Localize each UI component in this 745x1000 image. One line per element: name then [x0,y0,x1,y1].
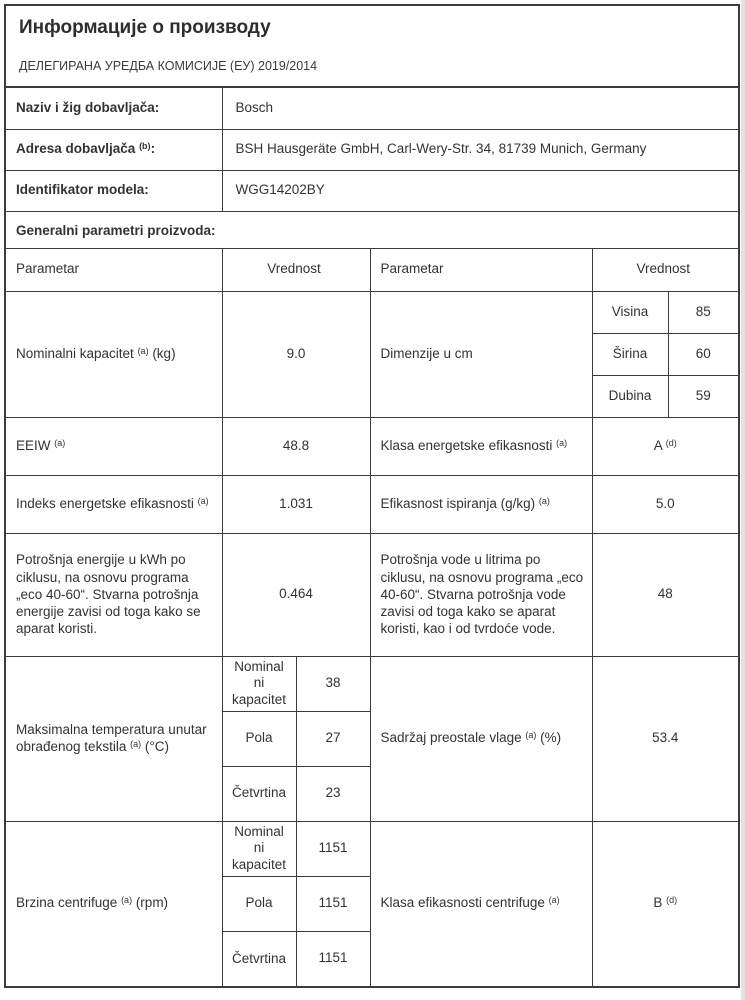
energy-consumption-value: 0.464 [222,533,370,656]
label-text: Adresa dobavljača [16,141,140,157]
spin-half-label: Pola [222,876,296,931]
max-temperature-label [6,656,222,821]
dimension-width-value: 60 [668,333,738,375]
column-header-vrednost-left: Vrednost [222,249,370,291]
spin-nominal-value: 1151 [296,821,370,876]
footnote-marker: (a) [137,345,149,356]
parameters-table [6,249,738,986]
dimension-width-label: Širina [592,333,668,375]
supplier-address-label [6,129,222,170]
column-header-parametar-left: Parametar [6,249,222,291]
spin-quarter-value: 1151 [296,931,370,986]
footnote-marker: (a) [556,437,568,448]
water-consumption-label: Potrošnja vode u litrima po ciklusu, na osnovu programa „eco 40-60“. Stvarna potrošnja vode zavisi od toga kako se aparat koristi, kao i od tvrdoće vode. [370,533,592,656]
product-information-document [4,4,740,988]
label-text: Sadržaj preostale vlage [380,730,526,746]
spin-half-value: 1151 [296,876,370,931]
nominal-capacity-label [6,291,222,417]
label-text: Efikasnost ispiranja (g/kg) [380,495,539,511]
label-text: : [150,141,156,157]
spin-nominal-label: Nominalni kapacitet [222,821,296,876]
model-identifier-value: WGG14202BY [222,170,738,211]
footnote-marker: (a) [525,730,537,741]
footnote-marker: (a) [54,437,66,448]
title-block [6,6,738,88]
nominal-capacity-value: 9.0 [222,291,370,417]
table-row [6,129,738,170]
temp-nominal-label: Nominalni kapacitet [222,656,296,711]
temp-half-label: Pola [222,711,296,766]
energy-efficiency-index-label [6,475,222,533]
temp-quarter-value: 23 [296,766,370,821]
footnote-marker: (d) [665,437,677,448]
table-row [6,170,738,211]
label-text: Maksimalna temperatura unutar obrađenog tekstila [16,721,207,754]
label-text: (kg) [148,345,176,361]
label-text: EEIW [16,437,55,453]
energy-efficiency-index-value: 1.031 [222,475,370,533]
supplier-name-value: Bosch [222,88,738,129]
table-row [6,417,738,475]
dimension-depth-label: Dubina [592,375,668,417]
supplier-address-value: BSH Hausgeräte GmbH, Carl-Wery-Str. 34, 81739 Munich, Germany [222,129,738,170]
label-text: Identifikator modela: [16,182,149,198]
column-header-parametar-right: Parametar [370,249,592,291]
energy-consumption-label: Potrošnja energije u kWh po ciklusu, na osnovu programa „eco 40-60“. Stvarna potrošnja energije zavisi od toga kako se aparat koristi. [6,533,222,656]
rinsing-effectiveness-label [370,475,592,533]
eeiw-value: 48.8 [222,417,370,475]
regulation-reference: ДЕЛЕГИРАНА УРЕДБА КОМИСИЈЕ (ЕУ) 2019/2014 [19,59,318,73]
supplier-name-label [6,88,222,129]
supplier-info-table [6,88,738,211]
label-text: (rpm) [132,895,169,911]
value-text: A [653,437,666,453]
spin-speed-label [6,821,222,986]
value-text: B [653,895,667,911]
eeiw-label [6,417,222,475]
dimension-depth-value: 59 [668,375,738,417]
residual-moisture-value: 53.4 [592,656,738,821]
footnote-marker: (a) [548,895,560,906]
section-header: Generalni parametri proizvoda: [6,211,738,249]
dimension-height-value: 85 [668,291,738,333]
footnote-marker: (a) [538,495,550,506]
label-text: Brzina centrifuge [16,895,122,911]
table-row [6,475,738,533]
spin-quarter-label: Četvrtina [222,931,296,986]
table-header-row [6,249,738,291]
energy-class-value [592,417,738,475]
dimensions-label: Dimenzije u cm [370,291,592,417]
footnote-marker: (a) [197,495,209,506]
table-row [6,88,738,129]
page-title: Информације о производу [19,17,271,38]
energy-class-label [370,417,592,475]
temp-nominal-value: 38 [296,656,370,711]
label-text: Naziv i žig dobavljača: [16,99,160,115]
label-text: Indeks energetske efikasnosti [16,495,198,511]
model-identifier-label [6,170,222,211]
footnote-marker: (b) [139,141,151,152]
dimension-height-label: Visina [592,291,668,333]
spin-class-label [370,821,592,986]
water-consumption-value: 48 [592,533,738,656]
temp-quarter-label: Četvrtina [222,766,296,821]
table-row [6,533,738,656]
column-header-vrednost-right: Vrednost [592,249,738,291]
table-row [6,291,738,333]
residual-moisture-label [370,656,592,821]
label-text: Nominalni kapacitet [16,345,138,361]
label-text: (%) [536,730,562,746]
spin-class-value [592,821,738,986]
table-row [6,656,738,711]
table-row [6,821,738,876]
footnote-marker: (d) [666,895,678,906]
label-text: (°C) [141,738,169,754]
label-text: Klasa efikasnosti centrifuge [380,895,549,911]
temp-half-value: 27 [296,711,370,766]
page-right-edge [741,0,745,1000]
rinsing-effectiveness-value: 5.0 [592,475,738,533]
footnote-marker: (a) [130,738,142,749]
footnote-marker: (a) [121,895,133,906]
label-text: Klasa energetske efikasnosti [380,437,557,453]
